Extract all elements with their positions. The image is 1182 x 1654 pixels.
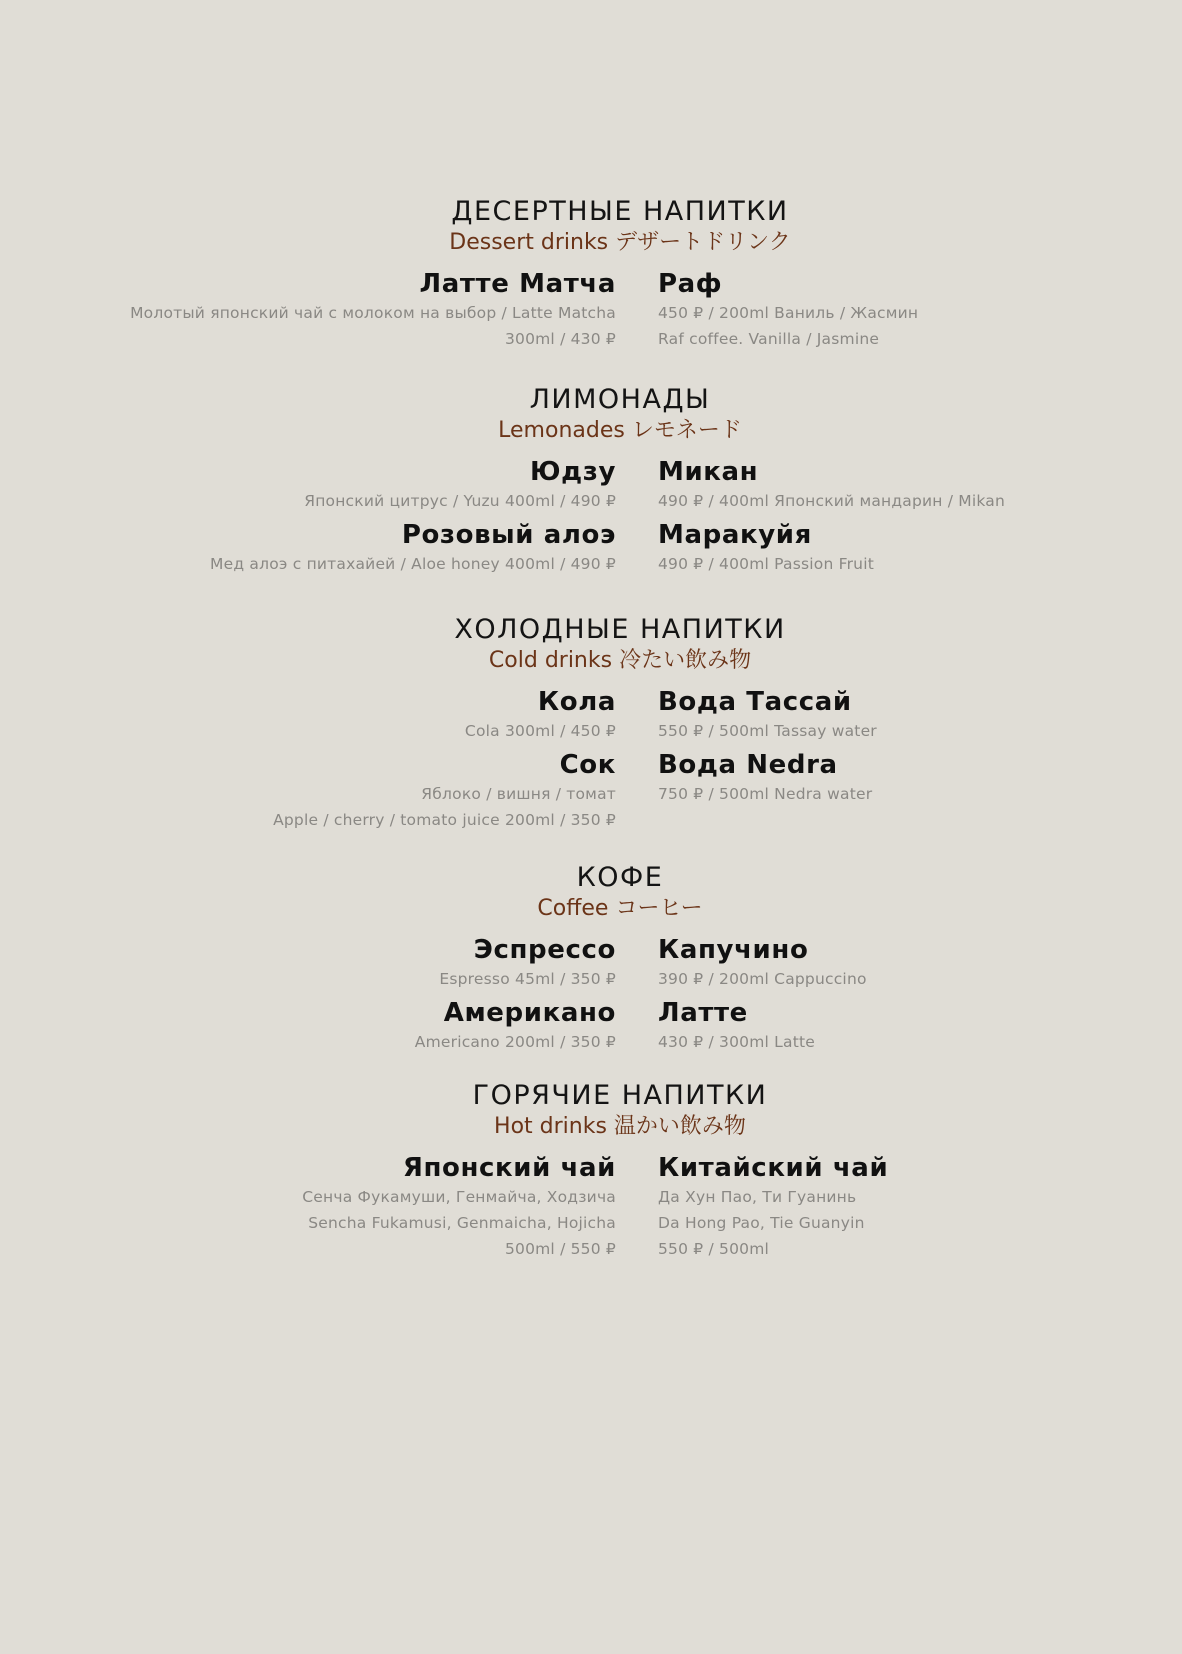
item-desc: Da Hong Pao, Tie Guanyin <box>658 1214 865 1232</box>
section-subtitle: Cold drinks 冷たい飲み物 <box>488 648 752 673</box>
item-name: Японский чай <box>402 1153 616 1183</box>
section-dessert-drinks <box>0 196 1182 348</box>
item-desc: 430 ₽ / 300ml Latte <box>658 1033 815 1051</box>
menu-item-latte <box>658 997 815 1055</box>
menu-items <box>0 934 1182 1060</box>
section-header <box>0 614 1182 676</box>
item-desc: Sencha Fukamusi, Genmaicha, Hojicha <box>308 1214 616 1232</box>
menu-row <box>0 1152 1182 1258</box>
item-name: Кола <box>537 687 616 717</box>
section-subtitle: Coffee コーヒー <box>537 896 703 921</box>
item-desc: 300ml / 430 ₽ <box>504 330 616 348</box>
item-name: Сок <box>559 750 616 780</box>
section-subtitle: Lemonades レモネード <box>498 418 742 443</box>
menu-item-raf <box>658 268 918 352</box>
item-name: Эспрессо <box>473 935 616 965</box>
section-title: ДЕСЕРТНЫЕ НАПИТКИ <box>451 196 789 227</box>
item-desc: 750 ₽ / 500ml Nedra water <box>658 785 873 803</box>
item-name: Американо <box>443 998 616 1028</box>
item-name: Вода Тассай <box>658 687 852 717</box>
item-desc: Яблоко / вишня / томат <box>421 785 616 803</box>
section-hot-drinks <box>0 1080 1182 1258</box>
section-coffee <box>0 862 1182 1060</box>
menu-row <box>0 686 1182 749</box>
menu-item-passion-fruit <box>658 519 874 577</box>
item-name: Латте Матча <box>419 269 616 299</box>
menu-row <box>0 934 1182 997</box>
menu-item-chinese-tea <box>658 1152 888 1262</box>
item-name: Китайский чай <box>658 1153 889 1183</box>
section-title: ЛИМОНАДЫ <box>529 384 711 415</box>
menu-row <box>0 268 1182 348</box>
item-name: Раф <box>658 269 723 299</box>
menu-item-cola <box>465 686 616 744</box>
item-desc: 500ml / 550 ₽ <box>504 1240 616 1258</box>
menu-items <box>0 1152 1182 1258</box>
item-desc: 450 ₽ / 200ml Ваниль / Жасмин <box>658 304 919 322</box>
section-title: ГОРЯЧИЕ НАПИТКИ <box>472 1080 768 1111</box>
section-subtitle: Dessert drinks デザートドリンク <box>449 230 791 255</box>
item-desc: Espresso 45ml / 350 ₽ <box>439 970 616 988</box>
section-subtitle: Hot drinks 温かい飲み物 <box>494 1114 746 1139</box>
menu-item-americano <box>415 997 616 1055</box>
menu-row <box>0 749 1182 829</box>
item-desc: Raf coffee. Vanilla / Jasmine <box>658 330 880 348</box>
item-name: Вода Nedra <box>658 750 838 780</box>
item-desc: 490 ₽ / 400ml Японский мандарин / Mikan <box>658 492 1006 510</box>
item-desc: 550 ₽ / 500ml Tassay water <box>658 722 877 740</box>
menu-items <box>0 686 1182 829</box>
item-name: Юдзу <box>530 457 616 487</box>
item-name: Розовый алоэ <box>401 520 616 550</box>
item-desc: Сенча Фукамуши, Генмайча, Ходзича <box>302 1188 616 1206</box>
menu-item-nedra-water <box>658 749 872 807</box>
menu-row <box>0 456 1182 519</box>
item-desc: Americano 200ml / 350 ₽ <box>414 1033 616 1051</box>
item-desc: 550 ₽ / 500ml <box>658 1240 770 1258</box>
menu-item-juice <box>273 749 616 833</box>
item-desc: Да Хун Пао, Ти Гуанинь <box>658 1188 857 1206</box>
item-name: Микан <box>658 457 759 487</box>
item-desc: 490 ₽ / 400ml Passion Fruit <box>658 555 874 573</box>
menu-items <box>0 268 1182 348</box>
item-name: Маракуйя <box>658 520 812 550</box>
item-name: Латте <box>658 998 748 1028</box>
menu-item-cappuccino <box>658 934 867 992</box>
menu-row <box>0 519 1182 582</box>
section-header <box>0 196 1182 258</box>
section-title: ХОЛОДНЫЕ НАПИТКИ <box>454 614 786 645</box>
section-header <box>0 384 1182 446</box>
menu-item-pink-aloe <box>210 519 616 577</box>
menu-item-tassay-water <box>658 686 877 744</box>
item-desc: Apple / cherry / tomato juice 200ml / 350 ₽ <box>273 811 616 829</box>
menu-item-yuzu <box>304 456 616 514</box>
item-desc: Cola 300ml / 450 ₽ <box>464 722 616 740</box>
item-name: Капучино <box>658 935 809 965</box>
section-lemonades <box>0 384 1182 582</box>
item-desc: Японский цитрус / Yuzu 400ml / 490 ₽ <box>304 492 616 510</box>
item-desc: 390 ₽ / 200ml Cappuccino <box>658 970 867 988</box>
menu-item-mikan <box>658 456 1005 514</box>
section-title: КОФЕ <box>576 862 664 893</box>
item-desc: Молотый японский чай с молоком на выбор / Latte Matcha <box>130 304 616 322</box>
menu-item-japanese-tea <box>302 1152 616 1262</box>
menu-item-espresso <box>439 934 616 992</box>
section-cold-drinks <box>0 614 1182 829</box>
menu-items <box>0 456 1182 582</box>
section-header <box>0 1080 1182 1142</box>
section-header <box>0 862 1182 924</box>
menu-item-latte-matcha <box>130 268 616 352</box>
menu-row <box>0 997 1182 1060</box>
item-desc: Мед алоэ с питахайей / Aloe honey 400ml / 490 ₽ <box>210 555 616 573</box>
